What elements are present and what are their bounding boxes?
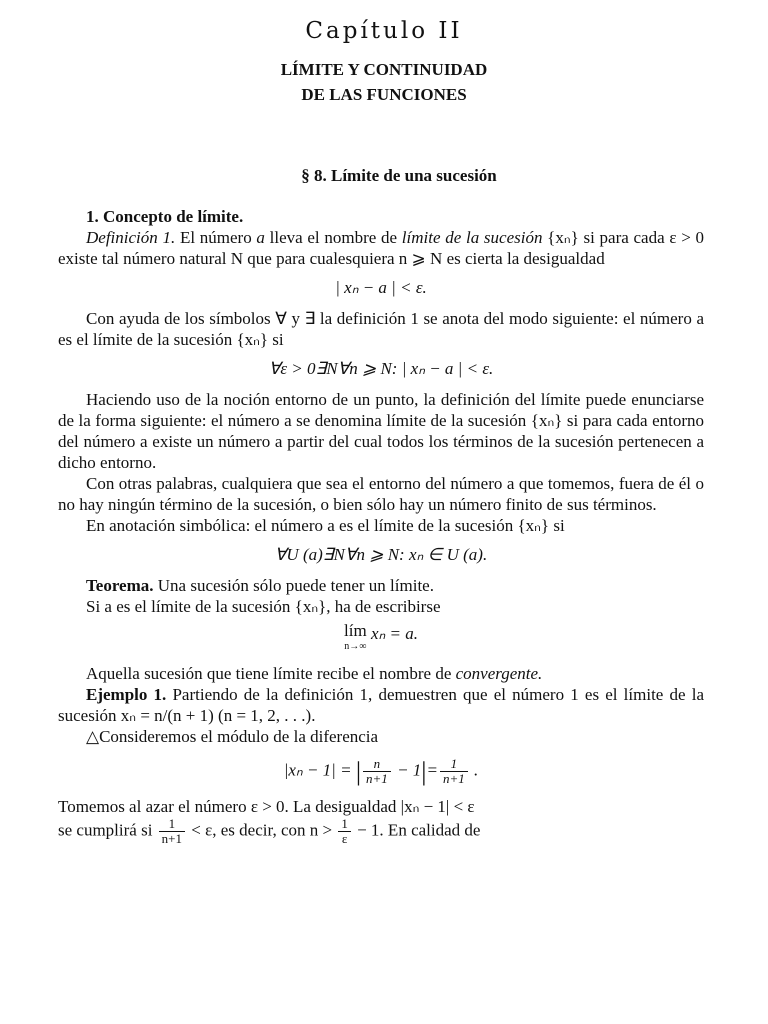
fraction-denominator: ε	[341, 831, 348, 846]
limit-rest: xₙ = a.	[366, 624, 418, 643]
fraction-numerator: n	[363, 757, 391, 772]
fraction-denominator: n+1	[366, 771, 388, 786]
fraction-denominator: n+1	[443, 771, 465, 786]
difference-left: |xₙ − 1| =	[283, 760, 352, 780]
simbolica-formula: ∀U (a)∃N∀n ⩾ N: xₙ ∈ U (a).	[274, 545, 488, 564]
difference-minus-one: − 1	[392, 760, 422, 780]
difference-equals: =	[426, 760, 438, 780]
fraction-1-over-n-plus-1	[159, 817, 185, 846]
definition-formula: | xₙ − a | < ε.	[335, 278, 427, 297]
escribirse-paragraph: Si a es el límite de la sucesión {xₙ}, ha de escribirse	[86, 597, 441, 616]
fraction-1-over-n-plus-1	[440, 757, 468, 786]
definition-text-a: El número	[175, 228, 257, 247]
consideremos-paragraph: △Consideremos el módulo de la diferencia	[86, 727, 379, 746]
symbols-paragraph: Con ayuda de los símbolos ∀ y ∃ la definición 1 se anota del modo siguiente: el número a es el límite de la sucesión {xₙ} si	[58, 309, 704, 349]
fraction-numerator: 1	[338, 817, 351, 832]
limit-subscript: n→∞	[344, 641, 367, 652]
difference-formula	[58, 757, 704, 786]
limit-operator	[344, 623, 367, 655]
chapter-subtitle-line1: LÍMITE Y CONTINUIDAD	[280, 60, 488, 79]
tomemos-text-a: se cumplirá si	[58, 820, 157, 840]
subsection-title: 1. Concepto de límite.	[86, 207, 244, 226]
abs-bar-left: |	[355, 757, 362, 786]
fraction-n-over-n-plus-1	[363, 757, 391, 786]
teorema-paragraph	[58, 575, 704, 596]
fraction-denominator: n+1	[161, 831, 183, 846]
definition-var-a: a	[256, 228, 265, 247]
fraction-1-over-epsilon	[338, 817, 351, 846]
convergente-term: convergente.	[455, 664, 543, 683]
tomemos-text-b: < ε, es decir, con n >	[187, 820, 337, 840]
difference-end: .	[469, 760, 479, 780]
section-title: § 8. Límite de una sucesión	[301, 166, 497, 185]
tomemos-line1: Tomemos al azar el número ε > 0. La desigualdad |xₙ − 1| < ε	[58, 797, 475, 816]
otras-paragraph: Con otras palabras, cualquiera que sea el entorno del número a que tomemos, fuera de él o no hay ningún término de la sucesión, o bien sólo hay un número finito de sus términos.	[58, 474, 704, 514]
fraction-numerator: 1	[159, 817, 185, 832]
convergente-paragraph	[58, 663, 704, 684]
convergente-text: Aquella sucesión que tiene límite recibe el nombre de	[86, 664, 456, 683]
chapter-title: Capítulo II	[305, 18, 463, 44]
teorema-label: Teorema.	[86, 576, 154, 595]
symbols-formula: ∀ε > 0∃N∀n ⩾ N: | xₙ − a | < ε.	[268, 359, 494, 378]
definition-text-b: lleva el nombre de	[264, 228, 402, 247]
abs-bar-right: |	[421, 757, 427, 786]
definition-label: Definición 1.	[86, 228, 176, 247]
tomemos-text-c: − 1. En calidad de	[352, 820, 481, 840]
tomemos-line2	[58, 817, 704, 846]
simbolica-paragraph: En anotación simbólica: el número a es el límite de la sucesión {xₙ} si	[86, 516, 565, 535]
limit-formula	[58, 623, 704, 655]
body-text	[58, 206, 704, 846]
chapter-subtitle-line2: DE LAS FUNCIONES	[301, 85, 467, 104]
definition-paragraph	[58, 227, 704, 269]
definition-text-c: {xₙ} si para cada ε > 0 existe tal número natural N que para cualesquiera n ⩾ N es cierta la desigualdad	[58, 228, 705, 268]
entorno-paragraph: Haciendo uso de la noción entorno de un punto, la definición del límite puede enunciarse de la forma siguiente: el número a se denomina límite de la sucesión {xₙ} si para cada entorno del número a existe un número a partir del cual todos los términos de la sucesión pertenecen a dicho entorno.	[58, 390, 704, 472]
ejemplo-label: Ejemplo 1.	[86, 685, 167, 704]
ejemplo-text: Partiendo de la definición 1, demuestren que el número 1 es el límite de la sucesión xₙ = n/(n + 1) (n = 1, 2, . . .).	[58, 685, 704, 725]
teorema-text: Una sucesión sólo puede tener un límite.	[153, 576, 434, 595]
ejemplo-paragraph	[58, 684, 704, 726]
fraction-numerator: 1	[440, 757, 468, 772]
limit-word: lím	[344, 621, 367, 640]
definition-term: límite de la sucesión	[401, 228, 543, 247]
